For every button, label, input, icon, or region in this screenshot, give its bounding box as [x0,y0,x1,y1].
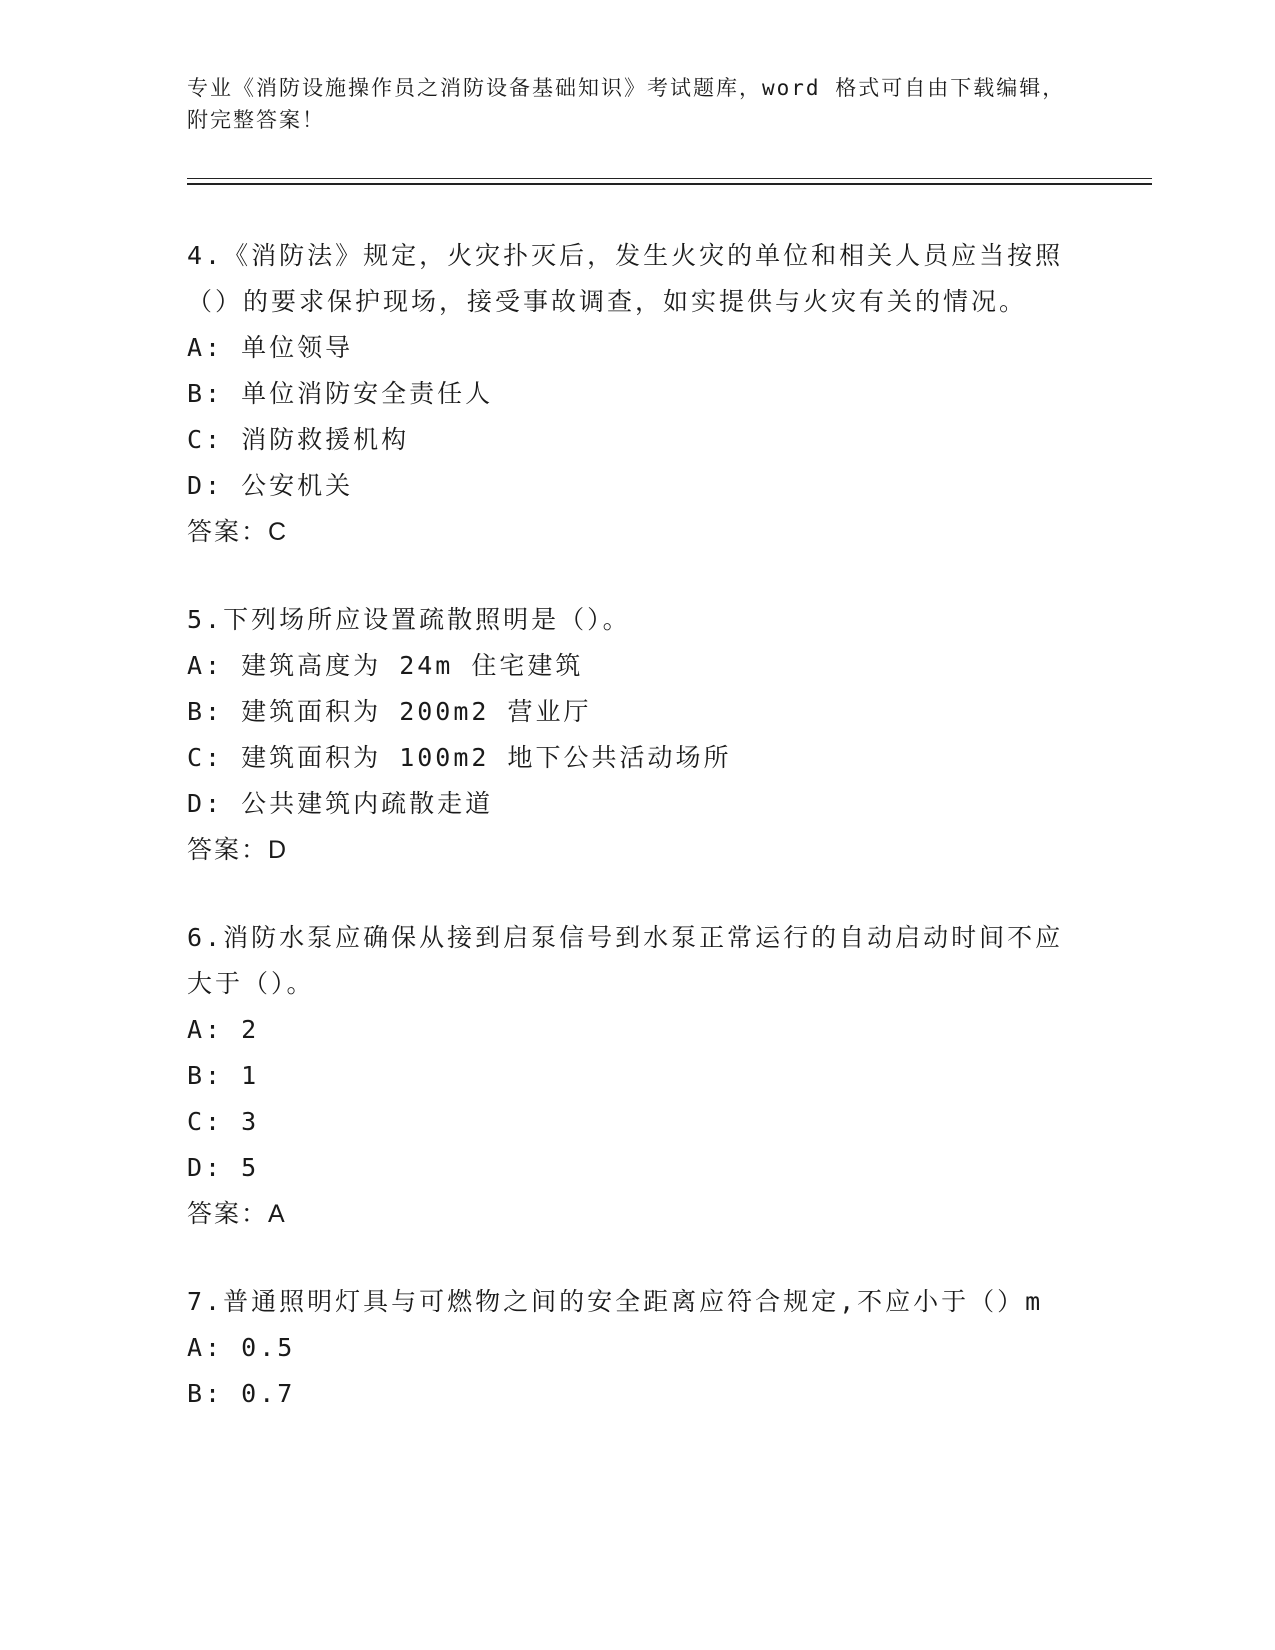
question-text: 5.下列场所应设置疏散照明是（）。 [187,605,631,634]
question-text: 6.消防水泵应确保从接到启泵信号到水泵正常运行的自动启动时间不应大于（）。 [187,923,1064,998]
answer-line: 答案：C [187,518,289,546]
option-c: C: 3 [187,1107,260,1136]
question-6 [187,915,1067,1237]
option-d: D: 公共建筑内疏散走道 [187,789,494,818]
header-divider-thick [187,183,1152,185]
option-d: D: 公安机关 [187,471,354,500]
option-a: A: 0.5 [187,1333,296,1362]
question-text: 4.《消防法》规定，火灾扑灭后，发生火灾的单位和相关人员应当按照（）的要求保护现场，接受事故调查，如实提供与火灾有关的情况。 [187,241,1064,316]
option-b: B: 1 [187,1061,260,1090]
answer-line: 答案：D [187,836,289,864]
question-text: 7.普通照明灯具与可燃物之间的安全距离应符合规定,不应小于（）m [187,1287,1044,1316]
option-c: C: 建筑面积为 100m2 地下公共活动场所 [187,743,732,772]
option-c: C: 消防救援机构 [187,425,410,454]
question-5 [187,597,1067,873]
question-4 [187,233,1067,555]
answer-line: 答案：A [187,1200,287,1228]
document-header: 专业《消防设施操作员之消防设备基础知识》考试题库，word 格式可自由下载编辑，附完整答案！ [187,76,1066,132]
option-a: A: 单位领导 [187,333,354,362]
option-b: B: 建筑面积为 200m2 营业厅 [187,697,592,726]
option-d: D: 5 [187,1153,260,1182]
option-a: A: 2 [187,1015,260,1044]
question-7 [187,1279,1067,1417]
option-b: B: 0.7 [187,1379,296,1408]
header-divider-thin [187,178,1152,179]
question-list [187,233,1067,1459]
option-b: B: 单位消防安全责任人 [187,379,494,408]
option-a: A: 建筑高度为 24m 住宅建筑 [187,651,584,680]
